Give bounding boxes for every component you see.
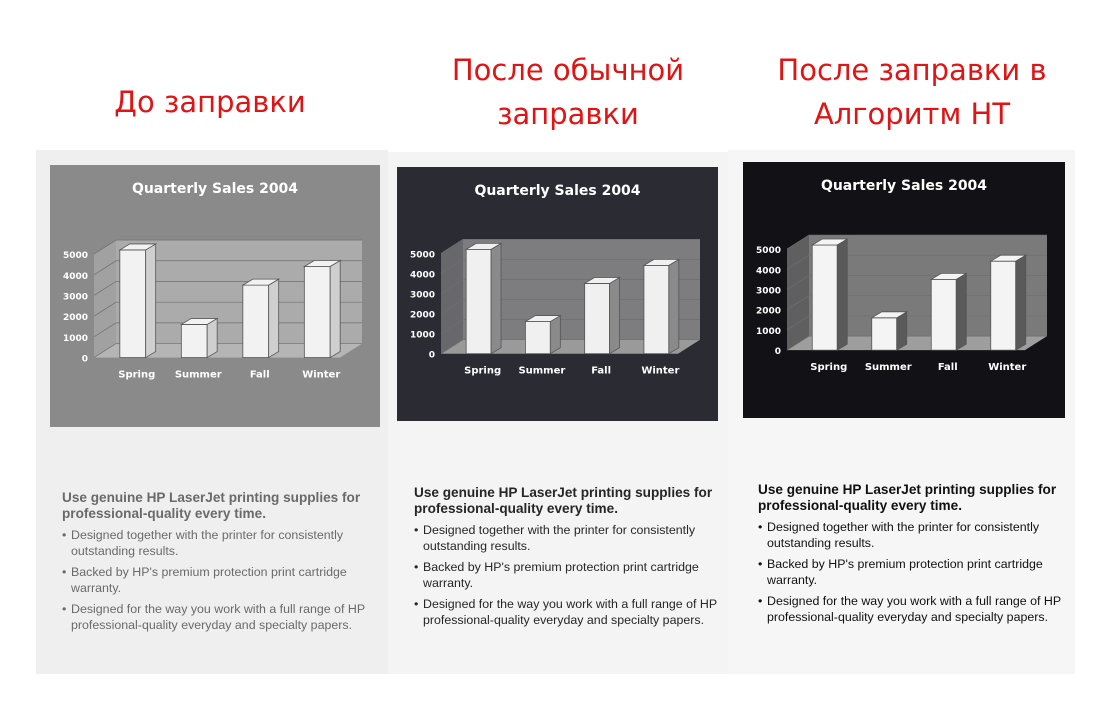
- y-tick-label: 3000: [62, 292, 88, 303]
- bar-side: [669, 259, 679, 353]
- heading-after-regular-refill: [418, 48, 718, 136]
- x-tick-label: Spring: [464, 365, 502, 377]
- x-tick-label: Winter: [988, 362, 1027, 374]
- bar-front: [525, 322, 550, 354]
- y-tick-label: 5000: [62, 251, 88, 262]
- x-tick-label: Fall: [249, 369, 270, 381]
- heading-line: заправки: [497, 97, 639, 131]
- bar-front: [812, 245, 837, 350]
- heading-line: После заправки в: [777, 53, 1047, 87]
- x-tick-label: Summer: [174, 369, 222, 381]
- y-tick-label: 1000: [62, 333, 88, 344]
- bar-chart: [743, 162, 1065, 418]
- bar-chart: [397, 167, 718, 421]
- x-tick-label: Summer: [518, 365, 566, 377]
- bar-side: [610, 277, 620, 353]
- caption-bullet: • Designed for the way you work with a full range of HP professional-quality everyday and specialty papers.: [758, 594, 1068, 625]
- y-tick-label: 5000: [755, 246, 781, 257]
- bar-front: [466, 249, 491, 353]
- x-tick-label: Spring: [810, 362, 848, 374]
- bar-front: [120, 250, 146, 358]
- bar-side: [146, 244, 156, 358]
- y-tick-label: 0: [428, 350, 435, 361]
- print-sample-after-algorithm: [728, 150, 1075, 674]
- chart-side-wall: [441, 239, 463, 353]
- bar-side: [956, 273, 966, 350]
- caption: [758, 482, 1068, 631]
- bar-chart: [50, 165, 380, 427]
- y-tick-label: 3000: [755, 286, 781, 297]
- caption-bullet: • Designed together with the printer for consistently outstanding results.: [758, 520, 1068, 551]
- caption-bullets: [414, 523, 724, 628]
- heading-line: Алгоритм НТ: [813, 97, 1011, 131]
- chart-title: Quarterly Sales 2004: [131, 181, 299, 197]
- caption-headline: Use genuine HP LaserJet printing supplies for professional-quality every time.: [62, 490, 361, 521]
- chart-container: [397, 167, 718, 421]
- chart-container: [50, 165, 380, 427]
- y-tick-label: 0: [81, 354, 88, 365]
- y-tick-label: 1000: [755, 326, 781, 337]
- heading-line: После обычной: [451, 53, 685, 87]
- caption-bullet: • Backed by HP's premium protection print cartridge warranty.: [62, 565, 372, 596]
- bar-side: [491, 243, 501, 353]
- y-tick-label: 0: [774, 347, 781, 358]
- chart-title: Quarterly Sales 2004: [820, 178, 988, 194]
- bar-side: [837, 239, 847, 350]
- y-tick-label: 2000: [755, 306, 781, 317]
- bar-side: [330, 260, 340, 357]
- bar-side: [1016, 255, 1026, 350]
- y-tick-label: 3000: [409, 290, 435, 301]
- y-tick-label: 2000: [62, 313, 88, 324]
- x-tick-label: Fall: [591, 365, 612, 377]
- print-sample-before: [36, 150, 388, 674]
- caption-headline: Use genuine HP LaserJet printing supplies for professional-quality every time.: [758, 482, 1057, 513]
- bar-side: [269, 279, 279, 357]
- caption: [414, 485, 724, 634]
- x-tick-label: Summer: [864, 362, 912, 374]
- y-tick-label: 4000: [755, 266, 781, 277]
- bar-side: [550, 316, 560, 354]
- caption-bullet: • Backed by HP's premium protection print cartridge warranty.: [758, 557, 1068, 588]
- caption-bullets: [758, 520, 1068, 625]
- caption: [62, 490, 372, 639]
- heading-line: До заправки: [114, 85, 306, 119]
- caption-bullet: • Designed together with the printer for consistently outstanding results.: [414, 523, 724, 554]
- chart-title: Quarterly Sales 2004: [474, 183, 641, 199]
- caption-bullets: [62, 528, 372, 633]
- x-tick-label: Fall: [937, 362, 958, 374]
- y-tick-label: 1000: [409, 330, 435, 341]
- x-tick-label: Spring: [118, 369, 156, 381]
- chart-side-wall: [787, 235, 809, 350]
- bar-front: [243, 285, 269, 357]
- bar-front: [991, 261, 1016, 350]
- bar-side: [897, 312, 907, 350]
- caption-bullet: • Backed by HP's premium protection print cartridge warranty.: [414, 560, 724, 591]
- y-tick-label: 4000: [62, 271, 88, 282]
- caption-bullet: • Designed for the way you work with a full range of HP professional-quality everyday and specialty papers.: [414, 597, 724, 628]
- x-tick-label: Winter: [641, 365, 680, 377]
- chart-container: [743, 162, 1065, 418]
- bar-front: [931, 279, 956, 350]
- chart-side-wall: [94, 240, 116, 357]
- print-sample-after-regular: [388, 152, 728, 674]
- y-tick-label: 4000: [409, 270, 435, 281]
- bar-front: [644, 265, 669, 353]
- caption-bullet: • Designed together with the printer for consistently outstanding results.: [62, 528, 372, 559]
- bar-front: [872, 318, 897, 350]
- bar-front: [585, 283, 610, 353]
- heading-after-algorithm-refill: [762, 48, 1062, 136]
- bar-side: [207, 318, 217, 357]
- caption-headline: Use genuine HP LaserJet printing supplies for professional-quality every time.: [414, 485, 713, 516]
- y-tick-label: 5000: [409, 250, 435, 261]
- x-tick-label: Winter: [302, 369, 341, 381]
- heading-before-refill: [60, 80, 360, 124]
- y-tick-label: 2000: [409, 310, 435, 321]
- bar-front: [304, 266, 330, 357]
- bar-front: [181, 324, 207, 357]
- caption-bullet: • Designed for the way you work with a full range of HP professional-quality everyday and specialty papers.: [62, 602, 372, 633]
